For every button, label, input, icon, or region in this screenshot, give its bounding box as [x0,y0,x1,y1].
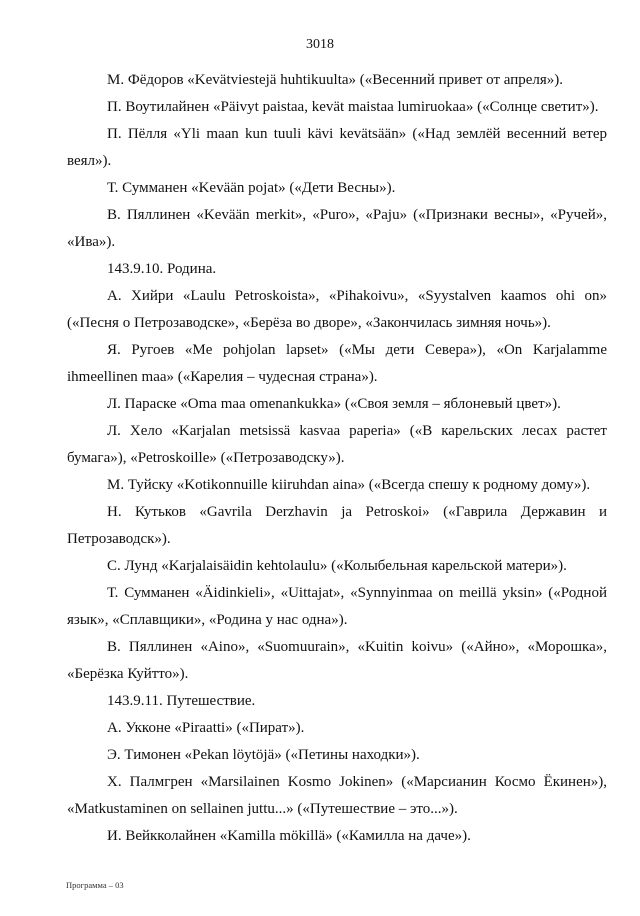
paragraph: Э. Тимонен «Pekan löytöjä» («Петины находки»). [107,747,420,763]
paragraph: И. Вейкколайнен «Kamilla mökillä» («Камилла на даче»). [107,828,471,844]
paragraph: Л. Хело «Karjalan metsissä kasvaa paperia» («В карельских лесах растет бумага»), «Petroskoille» («Петрозаводску»). [67,423,607,466]
paragraph: В. Пяллинен «Kevään merkit», «Puro», «Paju» («Признаки весны», «Ручей», «Ива»). [67,207,607,250]
paragraph: С. Лунд «Karjalaisäidin kehtolaulu» («Колыбельная карельской матери»). [107,558,567,574]
footer-label: Программа – 03 [66,880,124,890]
paragraph: Х. Палмгрен «Marsilainen Kosmo Jokinen» («Марсианин Космо Ёкинен»), «Matkustaminen on sellainen juttu...» («Путешествие – это...»). [67,774,607,817]
paragraph: Я. Ругоев «Me pohjolan lapset» («Мы дети Севера»), «On Karjalamme ihmeellinen maa» («Карелия – чудесная страна»). [67,342,607,385]
paragraph: Т. Сумманен «Äidinkieli», «Uittajat», «Synnyinmaa on meillä yksin» («Родной язык», «Сплавщики», «Родина у нас одна»). [67,585,607,628]
section-heading: 143.9.10. Родина. [107,261,217,277]
paragraph: П. Воутилайнен «Päivyt paistaa, kevät maistaa lumiruokaa» («Солнце светит»). [107,99,599,115]
paragraph: А. Хийри «Laulu Petroskoista», «Pihakoivu», «Syystalven kaamos ohi on» («Песня о Петрозаводске», «Берёза во дворе», «Закончилась зимняя ночь»). [67,288,607,331]
paragraph: Т. Сумманен «Kevään pojat» («Дети Весны»). [107,180,396,196]
section-heading: 143.9.11. Путешествие. [107,693,256,709]
paragraph: П. Пёлля «Yli maan kun tuuli kävi kevätsään» («Над землёй весенний ветер веял»). [67,126,607,169]
paragraph: Л. Параске «Oma maa omenankukka» («Своя земля – яблоневый цвет»). [107,396,561,412]
document-body [67,67,607,850]
paragraph: Н. Кутьков «Gavrila Derzhavin ja Petroskoi» («Гаврила Державин и Петрозаводск»). [67,504,607,547]
paragraph: М. Туйску «Kotikonnuille kiiruhdan aina» («Всегда спешу к родному дому»). [107,477,591,493]
page-number: 3018 [306,37,334,52]
paragraph: А. Укконе «Piraatti» («Пират»). [107,720,305,736]
paragraph: В. Пяллинен «Aino», «Suomuurain», «Kuitin koivu» («Айно», «Морошка», «Берёзка Куйтто»). [67,639,607,682]
paragraph: М. Фёдоров «Kevätviestejä huhtikuulta» («Весенний привет от апреля»). [107,72,564,88]
